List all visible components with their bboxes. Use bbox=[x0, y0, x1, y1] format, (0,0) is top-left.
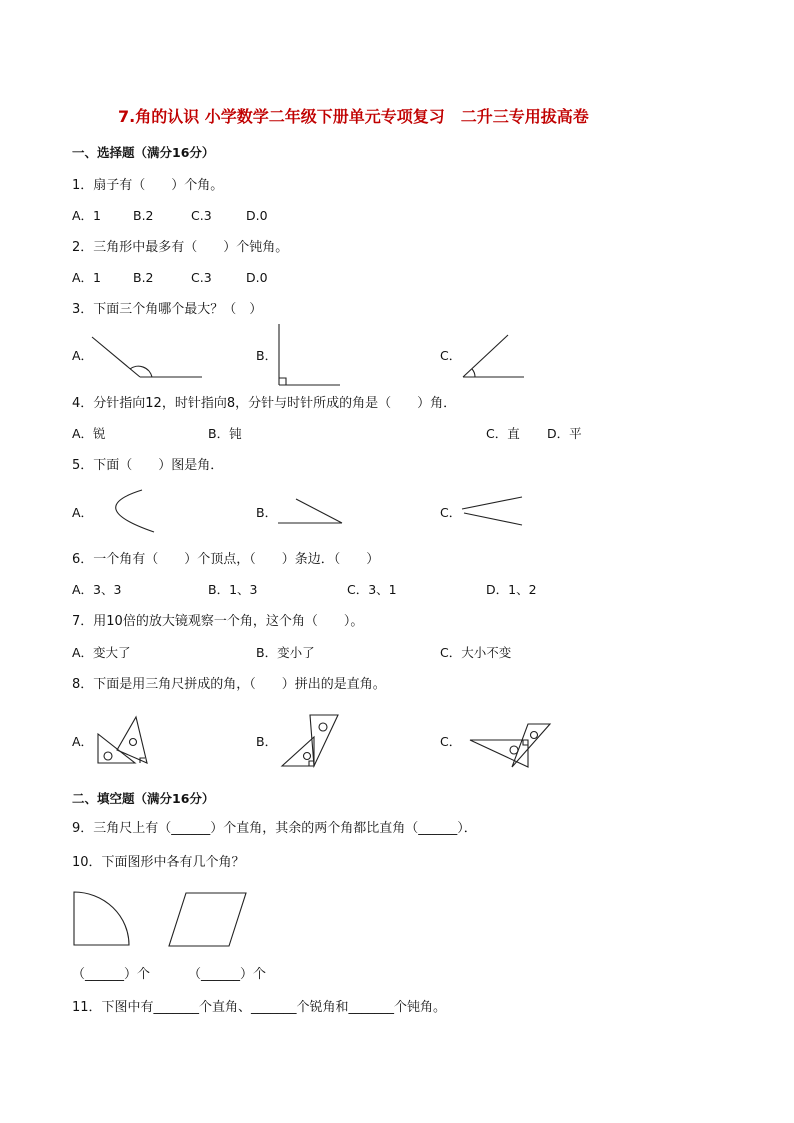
q3-option-a[interactable]: A． bbox=[72, 348, 94, 363]
page-title: 7.角的认识 小学数学二年级下册单元专项复习 二升三专用拔高卷 bbox=[118, 107, 589, 126]
q2-option-a[interactable]: A．1 bbox=[72, 270, 102, 285]
q1-option-d[interactable]: D.0 bbox=[246, 208, 268, 223]
q6-option-d[interactable]: D．1、2 bbox=[486, 582, 537, 597]
q7-option-c[interactable]: C．大小不变 bbox=[440, 645, 512, 660]
question-9: 9．三角尺上有（______）个直角，其余的两个角都比直角（______）． bbox=[72, 821, 477, 836]
q3-option-c[interactable]: C． bbox=[440, 348, 462, 363]
q2-option-c[interactable]: C.3 bbox=[191, 270, 212, 285]
q1-option-c[interactable]: C.3 bbox=[191, 208, 212, 223]
q5-option-a[interactable]: A． bbox=[72, 505, 94, 520]
q8-option-b[interactable]: B． bbox=[256, 734, 278, 749]
q8-option-a[interactable]: A． bbox=[72, 734, 94, 749]
q4-option-b[interactable]: B．钝 bbox=[208, 426, 242, 441]
q2-option-d[interactable]: D.0 bbox=[246, 270, 268, 285]
q4-option-c[interactable]: C．直 bbox=[486, 426, 520, 441]
q3-obtuse-angle-figure bbox=[90, 335, 205, 383]
q10-blank-1[interactable]: （______）个 bbox=[72, 967, 151, 982]
section-heading-fill: 二、填空题（满分16分） bbox=[72, 791, 215, 806]
q3-option-b[interactable]: B． bbox=[256, 348, 278, 363]
question-4: 4．分针指向12，时针指向8，分针与时针所成的角是（ ）角． bbox=[72, 396, 457, 411]
q7-option-b[interactable]: B．变小了 bbox=[256, 645, 315, 660]
q1-option-b[interactable]: B.2 bbox=[133, 208, 154, 223]
q5-angle-figure bbox=[276, 497, 346, 527]
q8-set-square-figure-b bbox=[280, 713, 342, 769]
question-6: 6．一个角有（ ）个顶点，（ ）条边．（ ） bbox=[72, 552, 380, 567]
q3-right-angle-figure bbox=[275, 322, 345, 390]
q10-parallelogram-figure bbox=[166, 890, 252, 950]
question-2: 2．三角形中最多有（ ）个钝角。 bbox=[72, 240, 289, 255]
question-8: 8．下面是用三角尺拼成的角，（ ）拼出的是直角。 bbox=[72, 677, 386, 692]
q6-option-b[interactable]: B．1、3 bbox=[208, 582, 258, 597]
q10-quarter-circle-figure bbox=[72, 890, 134, 950]
q2-option-b[interactable]: B.2 bbox=[133, 270, 154, 285]
q5-curved-figure bbox=[92, 488, 158, 536]
question-5: 5．下面（ ）图是角． bbox=[72, 458, 224, 473]
q5-option-c[interactable]: C． bbox=[440, 505, 462, 520]
q7-option-a[interactable]: A．变大了 bbox=[72, 645, 131, 660]
q10-blank-2[interactable]: （______）个 bbox=[188, 967, 267, 982]
question-1: 1．扇子有（ ）个角。 bbox=[72, 178, 224, 193]
question-11: 11．下图中有_______个直角、_______个锐角和_______个钝角。 bbox=[72, 1000, 447, 1015]
question-7: 7．用10倍的放大镜观察一个角，这个角（ ）。 bbox=[72, 614, 364, 629]
q3-acute-angle-figure bbox=[460, 332, 528, 382]
q8-option-c[interactable]: C． bbox=[440, 734, 462, 749]
q4-option-d[interactable]: D．平 bbox=[547, 426, 582, 441]
q6-option-a[interactable]: A．3、3 bbox=[72, 582, 122, 597]
q6-option-c[interactable]: C．3、1 bbox=[347, 582, 397, 597]
section-heading-choice: 一、选择题（满分16分） bbox=[72, 145, 215, 160]
q5-option-b[interactable]: B． bbox=[256, 505, 278, 520]
q8-set-square-figure-a bbox=[95, 714, 151, 766]
question-10: 10．下面图形中各有几个角？ bbox=[72, 855, 245, 870]
q8-set-square-figure-c bbox=[468, 720, 554, 772]
q1-option-a[interactable]: A．1 bbox=[72, 208, 102, 223]
question-3: 3．下面三个角哪个最大？（ ） bbox=[72, 302, 263, 317]
q4-option-a[interactable]: A．锐 bbox=[72, 426, 106, 441]
q5-open-lines-figure bbox=[460, 494, 526, 528]
